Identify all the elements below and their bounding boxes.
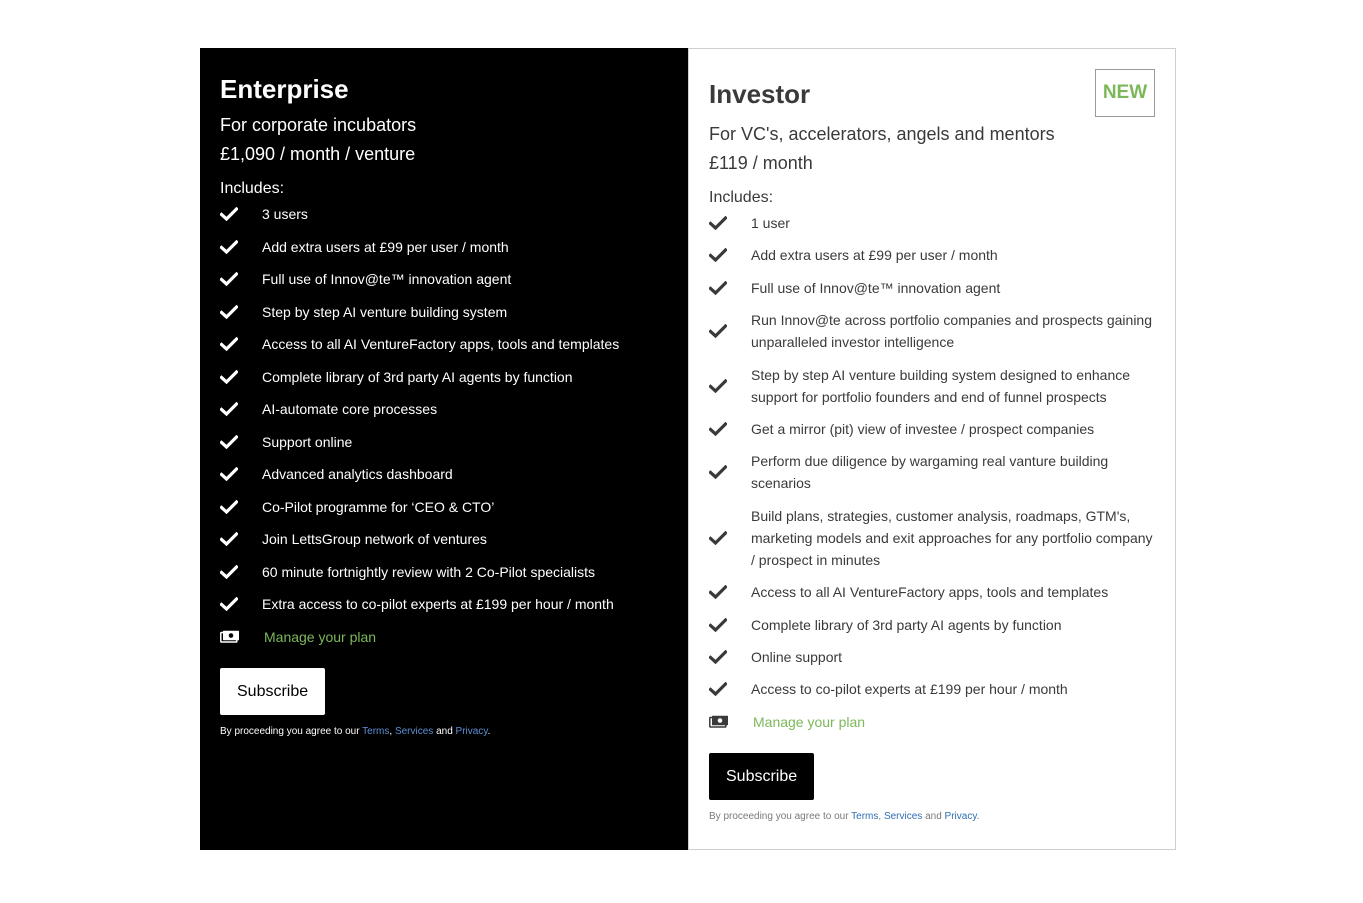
- checkmark-icon: [220, 500, 262, 514]
- feature-text: Get a mirror (pit) view of investee / prospect companies: [751, 420, 1095, 437]
- plan-subtitle: For VC's, accelerators, angels and mentors: [709, 124, 1055, 144]
- investor-plan-card: [688, 48, 1176, 850]
- feature-item: [220, 561, 668, 583]
- feature-text: Complete library of 3rd party AI agents by function: [751, 616, 1062, 633]
- manage-plan-row: [709, 711, 1155, 733]
- feature-item: [709, 418, 1155, 440]
- checkmark-icon: [220, 597, 262, 611]
- new-badge: NEW: [1095, 69, 1155, 117]
- feature-item: [220, 203, 668, 225]
- feature-item: [709, 614, 1155, 636]
- checkmark-icon: [220, 337, 262, 351]
- feature-text: Access to co-pilot experts at £199 per hour / month: [751, 681, 1068, 698]
- feature-item: [709, 364, 1155, 408]
- legal-and: and: [922, 810, 945, 822]
- feature-text: Extra access to co-pilot experts at £199 per hour / month: [262, 596, 614, 612]
- checkmark-icon: [709, 281, 751, 295]
- feature-text: Perform due diligence by wargaming real vanture building scenarios: [751, 453, 1109, 492]
- checkmark-icon: [709, 379, 751, 393]
- feature-item: [709, 309, 1155, 353]
- checkmark-icon: [220, 240, 262, 254]
- checkmark-icon: [220, 402, 262, 416]
- feature-text: Advanced analytics dashboard: [262, 466, 453, 482]
- services-link[interactable]: Services: [883, 810, 923, 822]
- manage-plan-link[interactable]: Manage your plan: [753, 713, 866, 730]
- feature-text: Step by step AI venture building system: [262, 303, 508, 320]
- feature-text: Full use of Innov@te™ innovation agent: [262, 271, 512, 287]
- includes-label: Includes:: [220, 180, 285, 197]
- pricing-section: [200, 48, 1176, 850]
- feature-text: Full use of Innov@te™ innovation agent: [751, 279, 1001, 296]
- legal-and: and: [433, 725, 456, 737]
- feature-text: 3 users: [262, 206, 308, 222]
- feature-item: [220, 528, 668, 550]
- plan-price: £1,090 / month / venture: [220, 144, 416, 164]
- feature-item: [220, 463, 668, 485]
- checkmark-icon: [709, 585, 751, 599]
- feature-list: [220, 203, 668, 615]
- feature-text: Step by step AI venture building system designed to enhance support for portfolio founders and end of funnel prospects: [751, 366, 1131, 405]
- feature-item: [220, 236, 668, 258]
- checkmark-icon: [709, 216, 751, 230]
- feature-text: Support online: [262, 433, 353, 450]
- checkmark-icon: [220, 305, 262, 319]
- checkmark-icon: [709, 531, 751, 545]
- manage-plan-row: [220, 626, 668, 648]
- enterprise-plan-card: [200, 48, 688, 850]
- checkmark-icon: [709, 618, 751, 632]
- money-icon: [709, 715, 753, 728]
- feature-text: Complete library of 3rd party AI agents by function: [262, 368, 573, 385]
- manage-plan-link[interactable]: Manage your plan: [264, 628, 377, 645]
- legal-notice: [709, 810, 1155, 824]
- feature-text: 1 user: [751, 215, 790, 231]
- feature-item: [220, 431, 668, 453]
- legal-suffix: .: [487, 725, 491, 737]
- checkmark-icon: [709, 324, 751, 338]
- plan-price: £119 / month: [709, 153, 813, 173]
- checkmark-icon: [709, 422, 751, 436]
- feature-item: [709, 678, 1155, 700]
- legal-comma: ,: [389, 725, 395, 737]
- feature-text: Co-Pilot programme for ‘CEO & CTO’: [262, 498, 495, 515]
- checkmark-icon: [709, 248, 751, 262]
- feature-item: [709, 505, 1155, 571]
- feature-item: [220, 333, 668, 355]
- feature-item: [220, 268, 668, 290]
- services-link[interactable]: Services: [394, 725, 434, 737]
- feature-list: [709, 212, 1155, 700]
- feature-text: 60 minute fortnightly review with 2 Co-Pilot specialists: [262, 563, 596, 580]
- money-icon: [220, 630, 264, 643]
- checkmark-icon: [220, 272, 262, 286]
- checkmark-icon: [709, 465, 751, 479]
- feature-text: Online support: [751, 648, 843, 665]
- feature-text: Run Innov@te across portfolio companies and prospects gaining unparalleled investor intelligence: [751, 312, 1152, 351]
- feature-item: [709, 277, 1155, 299]
- plan-title: Investor: [709, 79, 811, 109]
- feature-item: [220, 398, 668, 420]
- checkmark-icon: [220, 435, 262, 449]
- feature-item: [220, 593, 668, 615]
- feature-text: Join LettsGroup network of ventures: [262, 531, 487, 547]
- checkmark-icon: [220, 532, 262, 546]
- feature-item: [220, 496, 668, 518]
- feature-text: Access to all AI VentureFactory apps, tools and templates: [751, 584, 1109, 601]
- feature-text: Build plans, strategies, customer analysis, roadmaps, GTM's, marketing models and exit approaches for any portfolio company / prospect in minutes: [751, 507, 1153, 568]
- privacy-link[interactable]: Privacy: [455, 725, 488, 737]
- legal-suffix: .: [976, 810, 980, 822]
- feature-text: Add extra users at £99 per user / month: [262, 238, 509, 255]
- checkmark-icon: [220, 370, 262, 384]
- legal-prefix: By proceeding you agree to our: [709, 810, 852, 822]
- subscribe-button[interactable]: Subscribe: [220, 668, 325, 715]
- terms-link[interactable]: Terms: [362, 725, 390, 737]
- feature-text: AI-automate core processes: [262, 401, 438, 417]
- legal-notice: [220, 725, 668, 739]
- includes-label: Includes:: [709, 189, 774, 206]
- feature-item: [709, 244, 1155, 266]
- legal-comma: ,: [878, 810, 884, 822]
- checkmark-icon: [220, 467, 262, 481]
- legal-prefix: By proceeding you agree to our: [220, 725, 363, 737]
- checkmark-icon: [220, 207, 262, 221]
- privacy-link[interactable]: Privacy: [944, 810, 977, 822]
- feature-text: Access to all AI VentureFactory apps, tools and templates: [262, 336, 620, 352]
- feature-item: [709, 646, 1155, 668]
- feature-item: [220, 301, 668, 323]
- subscribe-button[interactable]: Subscribe: [709, 753, 814, 800]
- feature-item: [709, 450, 1155, 494]
- checkmark-icon: [220, 565, 262, 579]
- feature-text: Add extra users at £99 per user / month: [751, 247, 998, 264]
- checkmark-icon: [709, 682, 751, 696]
- checkmark-icon: [709, 650, 751, 664]
- feature-item: [709, 212, 1155, 234]
- terms-link[interactable]: Terms: [851, 810, 879, 822]
- plan-subtitle: For corporate incubators: [220, 115, 417, 135]
- plan-title: Enterprise: [220, 74, 349, 104]
- feature-item: [709, 581, 1155, 603]
- feature-item: [220, 366, 668, 388]
